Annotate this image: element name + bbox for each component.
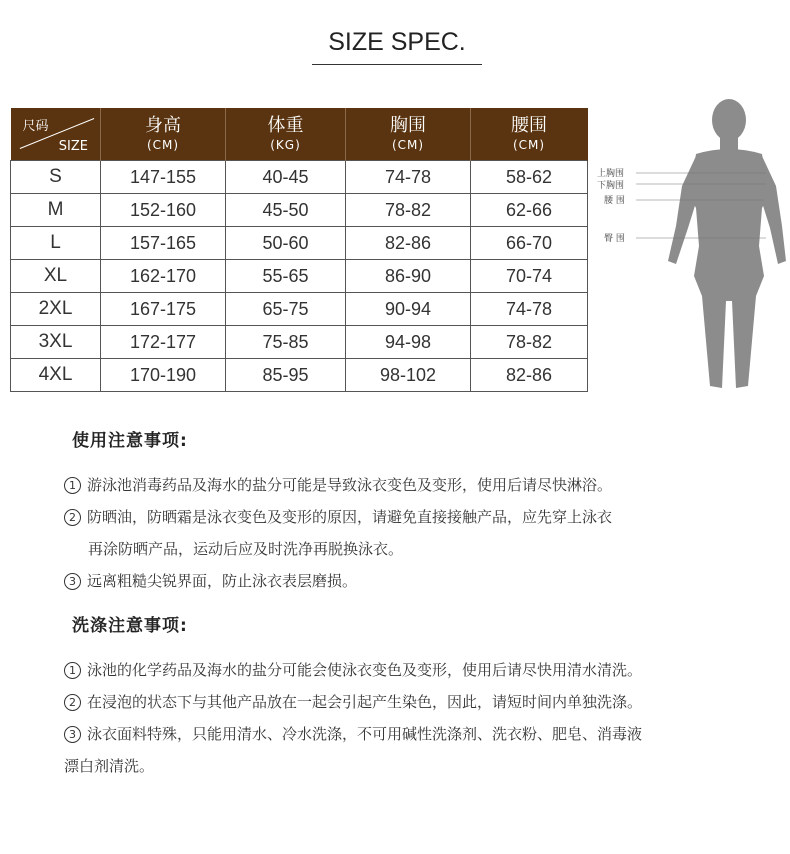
corner-label-size-en: SIZE bbox=[58, 139, 88, 154]
size-cell: L bbox=[11, 227, 101, 260]
page-title: SIZE SPEC. bbox=[328, 28, 466, 56]
table-row bbox=[11, 227, 588, 260]
waist-cell: 78-82 bbox=[471, 326, 588, 359]
weight-cell: 45-50 bbox=[226, 194, 346, 227]
bust-cell: 74-78 bbox=[346, 161, 471, 194]
circled-number: 3 bbox=[64, 726, 81, 743]
height-cell: 162-170 bbox=[101, 260, 226, 293]
usage-title: 使用注意事项: bbox=[72, 431, 188, 451]
bust-cell: 86-90 bbox=[346, 260, 471, 293]
table-header-row bbox=[11, 108, 588, 161]
waist-cell: 70-74 bbox=[471, 260, 588, 293]
bust-cell: 82-86 bbox=[346, 227, 471, 260]
table-row bbox=[11, 359, 588, 392]
waist-label: 腰 围 bbox=[604, 196, 625, 206]
washing-title: 洗涤注意事项: bbox=[72, 616, 188, 636]
hip-label: 臀 围 bbox=[604, 234, 625, 244]
usage-item: 1 游泳池消毒药品及海水的盐分可能是导致泳衣变色及变形，使用后请尽快淋浴。 bbox=[64, 469, 774, 501]
height-cell: 167-175 bbox=[101, 293, 226, 326]
size-cell: XL bbox=[11, 260, 101, 293]
usage-item: 2 防晒油，防晒霜是泳衣变色及变形的原因，请避免直接接触产品，应先穿上泳衣 bbox=[64, 501, 774, 533]
washing-item-continuation: 漂白剂清洗。 bbox=[64, 757, 155, 775]
usage-section bbox=[64, 426, 774, 597]
usage-item-continuation: 再涂防晒产品，运动后应及时洗净再脱换泳衣。 bbox=[88, 540, 404, 558]
usage-item: 3 远离粗糙尖锐界面，防止泳衣表层磨损。 bbox=[64, 565, 774, 597]
header-waist: 腰围 (CM) bbox=[471, 108, 588, 161]
height-cell: 147-155 bbox=[101, 161, 226, 194]
header-height: 身高 (CM) bbox=[101, 108, 226, 161]
header-weight: 体重 (KG) bbox=[226, 108, 346, 161]
bust-cell: 78-82 bbox=[346, 194, 471, 227]
table-row bbox=[11, 194, 588, 227]
weight-cell: 50-60 bbox=[226, 227, 346, 260]
weight-cell: 40-45 bbox=[226, 161, 346, 194]
waist-cell: 62-66 bbox=[471, 194, 588, 227]
body-measurement-figure bbox=[596, 96, 786, 396]
table-row bbox=[11, 326, 588, 359]
title-underline bbox=[312, 64, 482, 65]
washing-section bbox=[64, 611, 774, 782]
circled-number: 1 bbox=[64, 662, 81, 679]
body-silhouette bbox=[668, 99, 786, 388]
circled-number: 1 bbox=[64, 477, 81, 494]
circled-number: 2 bbox=[64, 509, 81, 526]
bust-cell: 90-94 bbox=[346, 293, 471, 326]
waist-cell: 82-86 bbox=[471, 359, 588, 392]
washing-item: 1 泳池的化学药品及海水的盐分可能会使泳衣变色及变形，使用后请尽快用清水清洗。 bbox=[64, 654, 774, 686]
bust-cell: 98-102 bbox=[346, 359, 471, 392]
corner-label-size-cn: 尺码 bbox=[22, 119, 49, 134]
circled-number: 2 bbox=[64, 694, 81, 711]
size-cell: 3XL bbox=[11, 326, 101, 359]
size-spec-table bbox=[10, 108, 588, 392]
height-cell: 170-190 bbox=[101, 359, 226, 392]
upper-bust-label: 上胸围 bbox=[597, 169, 625, 179]
size-cell: 2XL bbox=[11, 293, 101, 326]
table-row bbox=[11, 260, 588, 293]
height-cell: 152-160 bbox=[101, 194, 226, 227]
care-notes bbox=[64, 426, 774, 782]
weight-cell: 85-95 bbox=[226, 359, 346, 392]
weight-cell: 55-65 bbox=[226, 260, 346, 293]
size-cell: 4XL bbox=[11, 359, 101, 392]
waist-cell: 74-78 bbox=[471, 293, 588, 326]
circled-number: 3 bbox=[64, 573, 81, 590]
table-row bbox=[11, 161, 588, 194]
height-cell: 157-165 bbox=[101, 227, 226, 260]
waist-cell: 58-62 bbox=[471, 161, 588, 194]
table-row bbox=[11, 293, 588, 326]
header-bust: 胸围 (CM) bbox=[346, 108, 471, 161]
bust-cell: 94-98 bbox=[346, 326, 471, 359]
size-cell: M bbox=[11, 194, 101, 227]
waist-cell: 66-70 bbox=[471, 227, 588, 260]
under-bust-label: 下胸围 bbox=[597, 181, 625, 191]
weight-cell: 65-75 bbox=[226, 293, 346, 326]
washing-item: 3 泳衣面料特殊，只能用清水、冷水洗涤，不可用碱性洗涤剂、洗衣粉、肥皂、消毒液 bbox=[64, 718, 774, 750]
header-corner-cell bbox=[11, 108, 101, 161]
height-cell: 172-177 bbox=[101, 326, 226, 359]
size-cell: S bbox=[11, 161, 101, 194]
washing-item: 2 在浸泡的状态下与其他产品放在一起会引起产生染色，因此，请短时间内单独洗涤。 bbox=[64, 686, 774, 718]
weight-cell: 75-85 bbox=[226, 326, 346, 359]
